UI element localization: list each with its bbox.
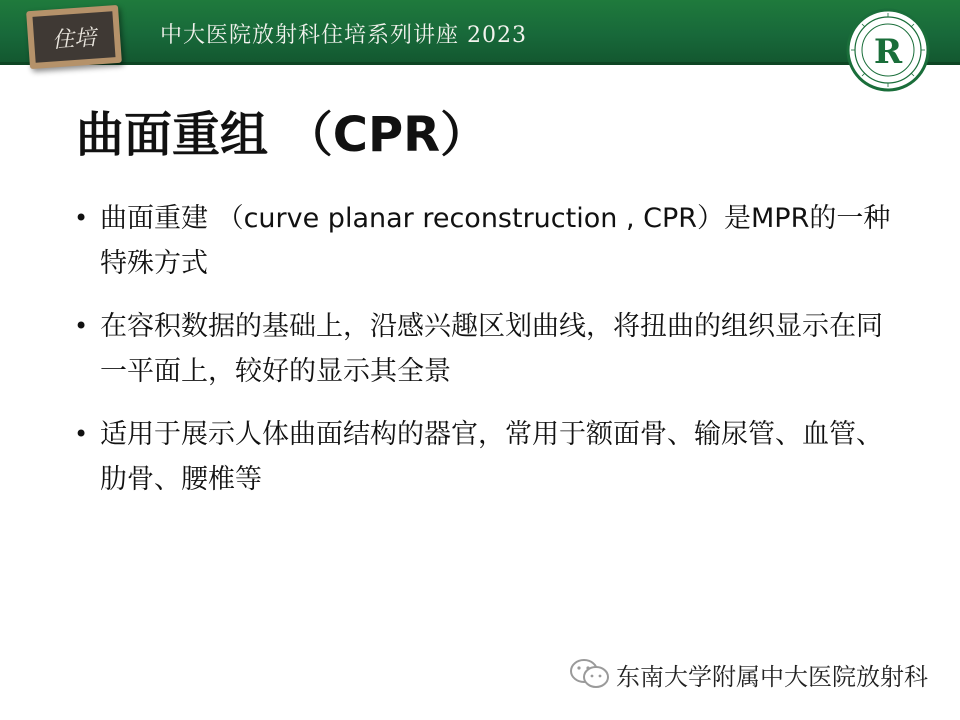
bullet-text: 曲面重建 （curve planar reconstruction , CPR）是MPR的一种特殊方式 — [100, 203, 891, 279]
logo-letter: R — [873, 32, 903, 72]
bullet-item — [74, 304, 894, 394]
watermark — [568, 656, 928, 692]
header-divider — [0, 62, 960, 65]
chalkboard-badge — [26, 5, 122, 69]
slide-title: 曲面重组 （CPR） — [76, 107, 489, 163]
bullet-marker: • — [74, 312, 89, 340]
bullet-text: 在容积数据的基础上，沿感兴趣区划曲线，将扭曲的组织显示在同一平面上，较好的显示其全景 — [100, 311, 883, 387]
radiology-seal-logo — [846, 8, 930, 92]
watermark-text: 东南大学附属中大医院放射科 — [616, 662, 928, 691]
wechat-icon — [568, 656, 612, 692]
bullet-item — [74, 412, 894, 502]
bullet-list — [74, 196, 894, 520]
bullet-text: 适用于展示人体曲面结构的器官，常用于额面骨、输尿管、血管、肋骨、腰椎等 — [100, 419, 883, 495]
bullet-marker: • — [74, 420, 89, 448]
bullet-marker: • — [74, 204, 89, 232]
series-title: 中大医院放射科住培系列讲座 2023 — [160, 23, 527, 48]
bullet-item — [74, 196, 894, 286]
badge-text: 住培 — [51, 24, 97, 54]
